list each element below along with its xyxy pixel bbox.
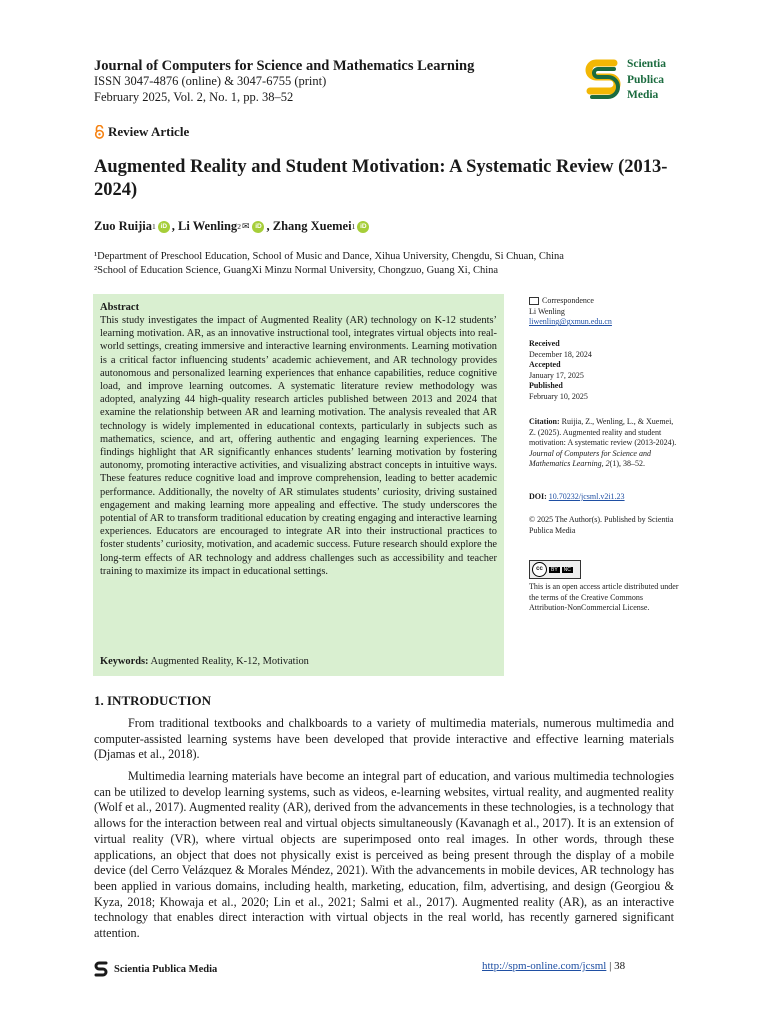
- orcid-icon[interactable]: iD: [357, 221, 369, 233]
- abstract-text: This study investigates the impact of Augmented Reality (AR) technology on K-12 students’ learning motivation. AR, as an innovative instructional tool, integrates virtual objects into real-world settings, creating immersive and interactive learning environments. Learning motivation is a critical factor influencing students’ academic achievement, and AR technology provides autonomous and personalized learning experiences that enhance capabilities, reduce cognitive load, and improve learning outcomes. A systematic literature review methodology was adopted, analyzing 44 high-quality research articles published between 2013 and 2024 that examine the relationship between AR and learning motivation. The analysis revealed that AR technology is widely implemented in educational contexts, particularly in subjects such as mathematics, science, and art, offering authentic and engaging learning experiences. The findings highlight that AR significantly enhances students’ learning motivation by fostering autonomy, promoting interactive activities, and visualizing abstract concepts in intuitive ways. These features reduce cognitive load and improve comprehension, leading to better academic performance. Additionally, the novelty of AR stimulates students’ curiosity, driving sustained engagement and making learning more appealing and effective. The study underscores the potential of AR to transform traditional education by creating engaging and interactive learning experiences. Educators are encouraged to integrate AR into their instructional practices to foster students’ curiosity, motivation, and academic success. Future research should explore the long-term effects of AR technology and address challenges such as accessibility and teacher training to maximize its impact in educational settings.: [100, 315, 497, 577]
- journal-title: Journal of Computers for Science and Mathematics Learning: [94, 58, 475, 74]
- citation-journal: Journal of Computers for Science and Mathematics Learning, 2: [529, 448, 651, 469]
- correspondence-email[interactable]: liwenling@gxmun.edu.cn: [529, 317, 612, 327]
- logo-line-3: Media: [627, 89, 659, 101]
- citation-label: Citation:: [529, 417, 560, 426]
- author-list: Zuo Ruijia 1 iD , Li Wenling 2 ✉ iD , Zhang Xuemei 1 iD: [94, 219, 371, 234]
- author-name[interactable]: Zhang Xuemei: [272, 219, 352, 233]
- footer-right: [482, 960, 625, 972]
- keywords: [100, 656, 309, 667]
- published-date: February 10, 2025: [529, 391, 588, 401]
- cc-license-badge[interactable]: [529, 560, 581, 579]
- correspondence-name: Li Wenling: [529, 306, 565, 316]
- dates-block: [529, 339, 679, 403]
- accepted-date: January 17, 2025: [529, 370, 584, 380]
- footer-publisher-name: Scientia Publica Media: [114, 963, 218, 975]
- keywords-label: Keywords:: [100, 656, 149, 667]
- section-heading: 1. INTRODUCTION: [94, 693, 212, 708]
- doi-label: DOI:: [529, 492, 547, 501]
- citation-block: [529, 417, 679, 470]
- publisher-logo-icon: [584, 57, 622, 103]
- citation-pages: (1), 38–52.: [609, 459, 645, 469]
- article-type: [94, 124, 189, 140]
- license-text: This is an open access article distributed under the terms of the Creative Commons Attribution-NonCommercial License.: [529, 582, 679, 613]
- logo-line-1: Scientia: [627, 58, 666, 70]
- cc-by-icon: BY: [551, 566, 558, 573]
- logo-line-2: Publica: [627, 73, 665, 86]
- abstract-heading: Abstract: [100, 302, 140, 313]
- publisher-logo: [584, 57, 684, 105]
- article-title: Augmented Reality and Student Motivation: A Systematic Review (2013-2024): [94, 157, 668, 200]
- author-name[interactable]: Zuo Ruijia: [94, 219, 153, 233]
- received-date: December 18, 2024: [529, 349, 592, 359]
- correspondence-label: Correspondence: [542, 296, 594, 305]
- orcid-icon[interactable]: iD: [252, 221, 264, 233]
- orcid-icon[interactable]: iD: [158, 221, 170, 233]
- correspondence-block: [529, 296, 679, 328]
- affiliation-1: ¹Department of Preschool Education, School of Music and Dance, Xihua University, Chengdu, Si Chuan, China: [94, 251, 564, 262]
- citation-text: Ruijia, Z., Wenling, L., & Xuemei, Z. (2025). Augmented reality and student motivation: A systematic review (2013-2024).: [529, 417, 677, 448]
- author-sup: 2: [237, 222, 241, 231]
- published-label: Published: [529, 381, 563, 391]
- author-sup: 1: [351, 222, 356, 231]
- issue-line: February 2025, Vol. 2, No. 1, pp. 38–52: [94, 90, 294, 104]
- envelope-icon[interactable]: ✉: [241, 221, 250, 231]
- journal-url-link[interactable]: http://spm-online.com/jcsml: [482, 960, 607, 972]
- paragraph-2: Multimedia learning materials have become an integral part of education, and various multimedia technologies can be utilized to develop learning systems, such as videos, e-learning websites, virtual reality, and augmented reality (Wolf et al., 2017). Augmented reality (AR), derived from the advancements in these technologies, is a technology that allows for the interaction between real and virtual objects simultaneously (Kavanagh et al., 2017). It is an extension of virtual reality (VR), where virtual objects are superimposed onto real images. In other words, through these applications, an object that does not physically exist is perceived as being present through the display of a mobile device (del Cerro Velázquez & Morales Méndez, 2021). With the advancements in mobile devices, AR technology has been applied in various domains, including health, marketing, education, film, advertising, and design (Georgiou & Kyza, 2018; Khowaja et al., 2020; Lin et al., 2021; Salmi et al., 2017). Augmented reality (AR), as an interactive technology that enables direct interaction with virtual objects in the real world, has recently garnered significant attention.: [94, 769, 674, 941]
- abstract-box: [93, 294, 504, 676]
- author-name[interactable]: Li Wenling: [178, 219, 238, 233]
- doi-block: [529, 492, 679, 503]
- paragraph-1: From traditional textbooks and chalkboards to a variety of multimedia materials, numerous multimedia and computer-assisted learning systems have been developed that provide interactive and effective learning materials (Djamas et al., 2018).: [94, 716, 674, 762]
- received-label: Received: [529, 339, 560, 348]
- author-sup: 1: [152, 222, 156, 231]
- mail-icon: [529, 297, 539, 305]
- issn-line: ISSN 3047-4876 (online) & 3047-6755 (print): [94, 74, 327, 88]
- publisher-s-icon: [94, 960, 108, 978]
- cc-nc-icon: NC: [563, 566, 571, 573]
- open-access-icon: [94, 125, 105, 139]
- copyright-text: © 2025 The Author(s). Published by Scientia Publica Media: [529, 515, 674, 535]
- accepted-label: Accepted: [529, 360, 561, 370]
- affiliation-2: ²School of Education Science, GuangXi Minzu Normal University, Chongzuo, Guang Xi, China: [94, 265, 499, 276]
- cc-icon: cc: [532, 562, 547, 577]
- article-type-label: Review Article: [108, 124, 190, 139]
- keywords-value: Augmented Reality, K-12, Motivation: [150, 656, 309, 667]
- page-number: 38: [614, 960, 626, 972]
- footer-publisher: [94, 960, 217, 978]
- footer-separator: |: [609, 960, 612, 972]
- doi-link[interactable]: 10.70232/jcsml.v2i1.23: [548, 492, 625, 501]
